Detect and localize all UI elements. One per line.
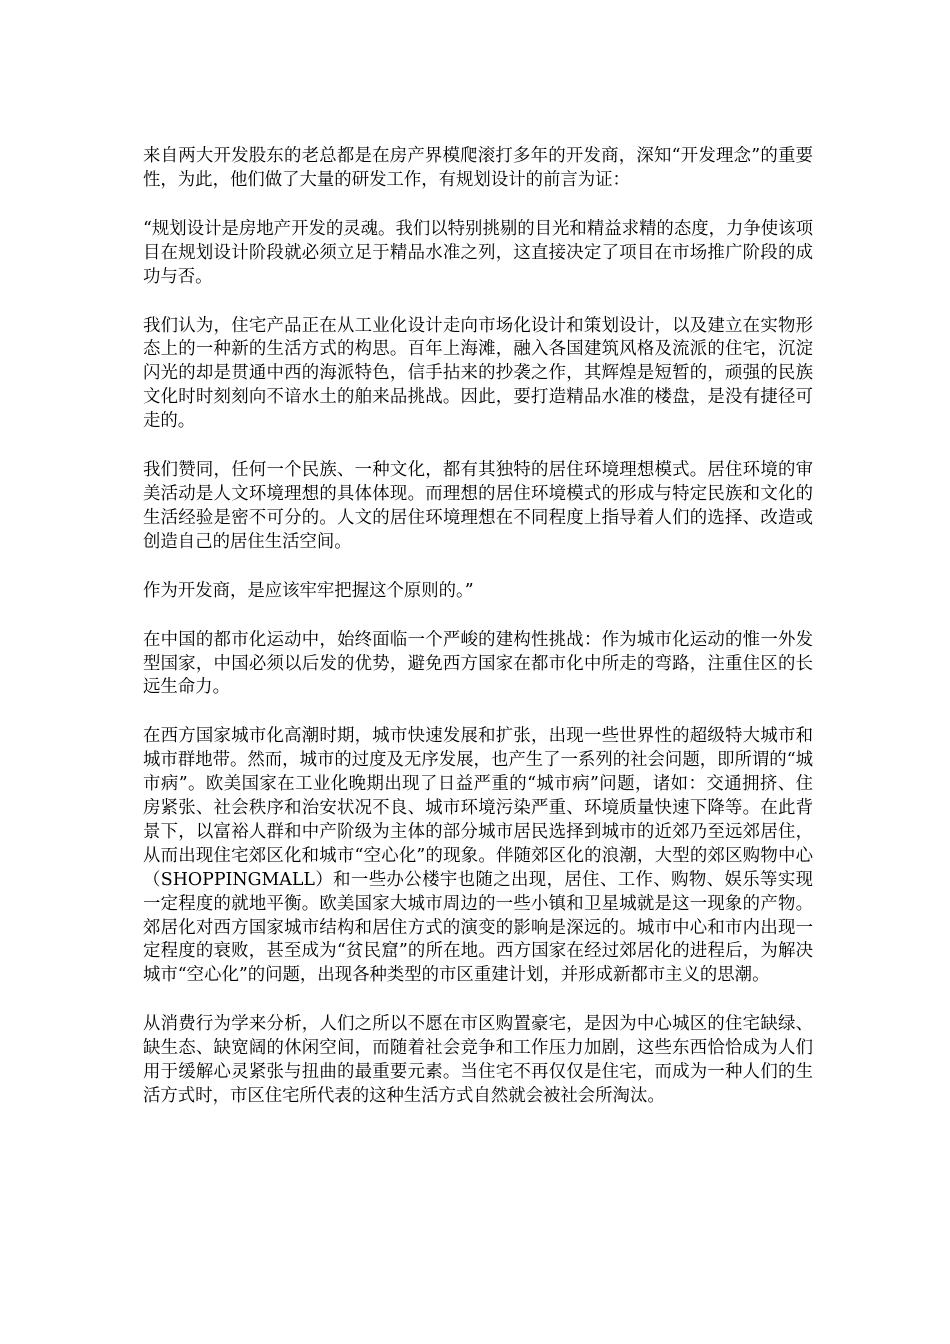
paragraph-dev-philosophy-intro: 来自两大开发股东的老总都是在房产界模爬滚打多年的开发商，深知“开发理念”的重要性，为此，他们做了大量的研发工作，有规划设计的前言为证： xyxy=(143,146,813,190)
document-body xyxy=(143,145,813,1134)
paragraph-consumer-behavior: 从消费行为学来分析，人们之所以不愿在市区购置豪宅，是因为中心城区的住宅缺绿、缺生态、缺宽阔的休闲空间，而随着社会竞争和工作压力加剧，这些东西恰恰成为人们用于缓解心灵紧张与扭曲的最重要元素。当住宅不再仅仅是住宅，而成为一种人们的生活方式时，市区住宅所代表的这种生活方式自然就会被社会所淘汰。 xyxy=(143,1014,813,1106)
paragraph-western-urbanization: 在西方国家城市化高潮时期，城市快速发展和扩张，出现一些世界性的超级特大城市和城市群地带。然而，城市的过度及无序发展，也产生了一系列的社会问题，即所谓的“城市病”。欧美国家在工业化晚期出现了日益严重的“城市病”问题，诸如：交通拥挤、住房紧张、社会秩序和治安状况不良、城市环境污染严重、环境质量快速下降等。在此背景下，以富裕人群和中产阶级为主体的部分城市居民选择到城市的近郊乃至远郊居住，从而出现住宅郊区化和城市“空心化”的现象。伴随郊区化的浪潮，大型的郊区购物中心（SHOPPINGMALL）和一些办公楼宇也随之出现，居住、工作、购物、娱乐等实现一定程度的就地平衡。欧美国家大城市周边的一些小镇和卫星城就是这一现象的产物。郊居化对西方国家城市结构和居住方式的演变的影响是深远的。城市中心和市内出现一定程度的衰败，甚至成为“贫民窟”的所在地。西方国家在经过郊居化的进程后，为解决城市“空心化”的问题，出现各种类型的市区重建计划，并形成新都市主义的思潮。 xyxy=(143,726,813,986)
paragraph-developer-principle: 作为开发商，是应该牢牢把握这个原则的。” xyxy=(143,580,474,601)
paragraph-living-environment: 我们赞同，任何一个民族、一种文化，都有其独特的居住环境理想模式。居住环境的审美活动是人文环境理想的具体体现。而理想的居住环境模式的形成与特定民族和文化的生活经验是密不可分的。人文的居住环境理想在不同程度上指导着人们的选择、改造或创造自己的居住生活空间。 xyxy=(143,460,813,552)
paragraph-planning-soul-quote: “规划设计是房地产开发的灵魂。我们以特别挑剔的目光和精益求精的态度，力争使该项目在规划设计阶段就必须立足于精品水准之列，这直接决定了项目在市场推广阶段的成功与否。 xyxy=(143,218,813,287)
paragraph-urbanization-challenge: 在中国的都市化运动中，始终面临一个严峻的建构性挑战：作为城市化运动的惟一外发型国家，中国必须以后发的优势，避免西方国家在都市化中所走的弯路，注重住区的长远生命力。 xyxy=(143,629,813,698)
paragraph-housing-design-view: 我们认为，住宅产品正在从工业化设计走向市场化设计和策划设计，以及建立在实物形态上的一种新的生活方式的构思。百年上海滩，融入各国建筑风格及流派的住宅，沉淀闪光的却是贯通中西的海派特色，信手拈来的抄袭之作，其辉煌是短暂的，顽强的民族文化时时刻刻向不谙水土的舶来品挑战。因此，要打造精品水准的楼盘，是没有捷径可走的。 xyxy=(143,315,813,432)
